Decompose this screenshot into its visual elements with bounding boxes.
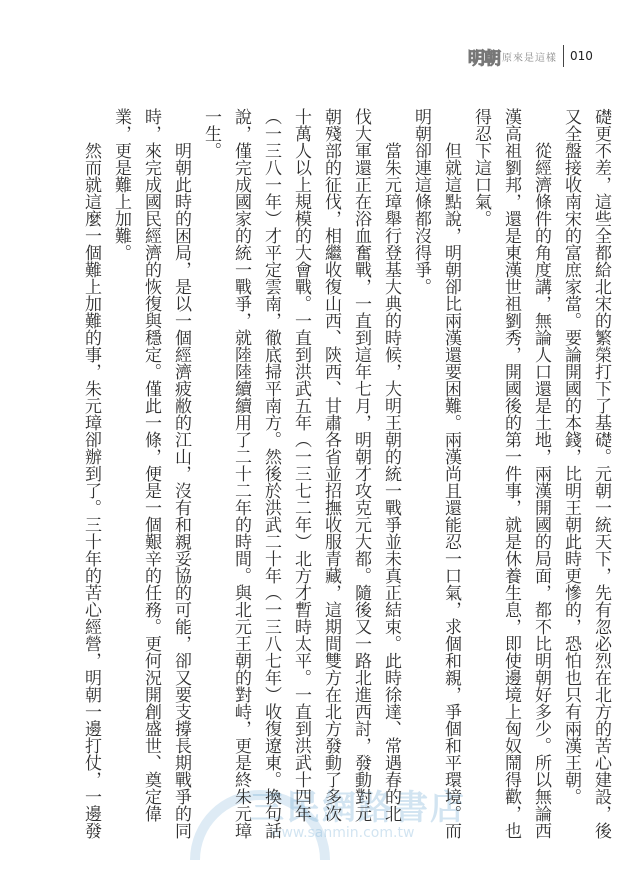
book-subtitle: 原來是這樣 [502, 52, 557, 64]
book-logo: 明朝 [468, 48, 500, 69]
header-divider [563, 45, 564, 67]
text-column: 說，僅完成國家的統一戰爭，就陸陸續續用了二十二年的時間。與北元王朝的對峙，更是終朱元璋 [231, 108, 251, 839]
text-column: 朝殘部的征伐，相繼收復山西、陝西、甘肅各省並招撫收服青藏，這期間雙方在北方發動了多次 [321, 108, 341, 822]
text-column: （一三八一年）才平定雲南，徹底掃平南方。然後於洪武二十年（一三八七年）收復遼東。換句話 [261, 108, 281, 839]
text-column: 明朝此時的困局，是以一個經濟疲敝的江山，沒有和親妥協的可能，卻又要支撐長期戰爭的同 [171, 142, 191, 839]
text-column: 十萬人以上規模的大會戰。一直到洪武五年（一三七二年）北方才暫時太平。一直到洪武十四年 [291, 108, 311, 822]
text-column: 但就這點說，明朝卻比兩漢還要困難。兩漢尚且還能忍一口氣，求個和親，爭個和平環境。而 [441, 142, 461, 839]
text-column: 時，來完成國民經濟的恢復與穩定。僅此一條，便是一個艱辛的任務。更何況開創盛世、奠定偉 [141, 108, 161, 822]
text-column: 業，更是難上加難。 [111, 108, 131, 261]
text-column: 然而就這麼一個難上加難的事，朱元璋卻辦到了。三十年的苦心經營，明朝一邊打仗，一邊發 [81, 142, 101, 839]
body-text [76, 108, 616, 838]
watermark-name: 三民網路書店 [250, 788, 466, 828]
running-header [468, 42, 593, 70]
text-column: 又全盤接收南宋的富庶家當。要論開國的本錢，比明王朝此時更慘的，恐怕也只有兩漢王朝。 [561, 108, 581, 805]
text-column: 一生。 [201, 108, 221, 159]
text-column: 當朱元璋舉行登基大典的時候，大明王朝的統一戰爭並未真正結束。此時徐達、常遇春的北 [381, 142, 401, 822]
text-column: 得忍下這口氣。 [471, 108, 491, 227]
page-number: 010 [570, 49, 593, 63]
text-column: 礎更不差，這些全都給北宋的繁榮打下了基礎。元朝一統天下，先有忽必烈在北方的苦心建設，後 [591, 108, 611, 839]
text-column: 伐大軍還正在浴血奮戰，一直到這年七月，明朝才攻克元大都。隨後又一路北進西討，發動對元 [351, 108, 371, 822]
text-column: 漢高祖劉邦，還是東漢世祖劉秀，開國後的第一件事，就是休養生息，即使邊境上匈奴鬧得歡，也 [501, 108, 521, 839]
watermark-url: www.sanmin.com.tw [270, 825, 415, 841]
text-column: 從經濟條件的角度講，無論人口還是土地，兩漢開國的局面，都不比明朝好多少。所以無論西 [531, 142, 551, 839]
text-column: 明朝卻連這條都沒得爭。 [411, 108, 431, 295]
